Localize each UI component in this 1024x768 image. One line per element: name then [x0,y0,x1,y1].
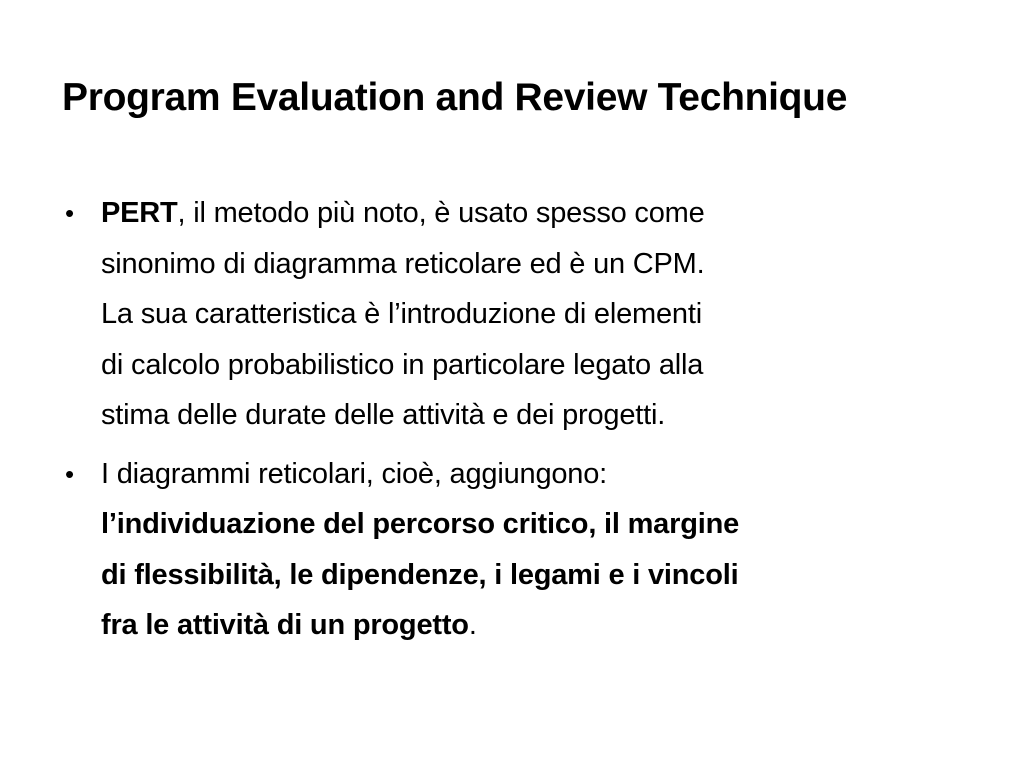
bullet-line: di calcolo probabilistico in particolare legato alla [101,348,704,381]
bullet-dot-icon: • [65,458,74,489]
bullet-line: La sua caratteristica è l’introduzione di elementi [101,298,702,330]
bullet-text: , il metodo più noto, è usato spesso come [177,197,705,229]
bullet-text: . [468,609,477,641]
bullet-line [101,188,962,239]
bullet-dot-icon: • [65,198,74,228]
bullet-item-pert [62,188,962,441]
bullet-line-bold: l’individuazione del percorso critico, il margine [101,508,740,540]
slide-title: Program Evaluation and Review Technique [62,76,848,119]
bullet-line: stima delle durate delle attività e dei progetti. [101,399,666,431]
bullet-list [62,188,962,659]
bullet-line: sinonimo di diagramma reticolare ed è un CPM. [101,247,705,280]
bullet-text-bold: fra le attività di un progetto [101,609,469,641]
pert-term: PERT [101,197,178,229]
bullet-item-diagrammi [62,449,962,651]
bullet-line: I diagrammi reticolari, cioè, aggiungono: [101,457,608,490]
bullet-line [101,600,962,651]
bullet-line-bold: di flessibilità, le dipendenze, i legami e i vincoli [101,558,739,591]
